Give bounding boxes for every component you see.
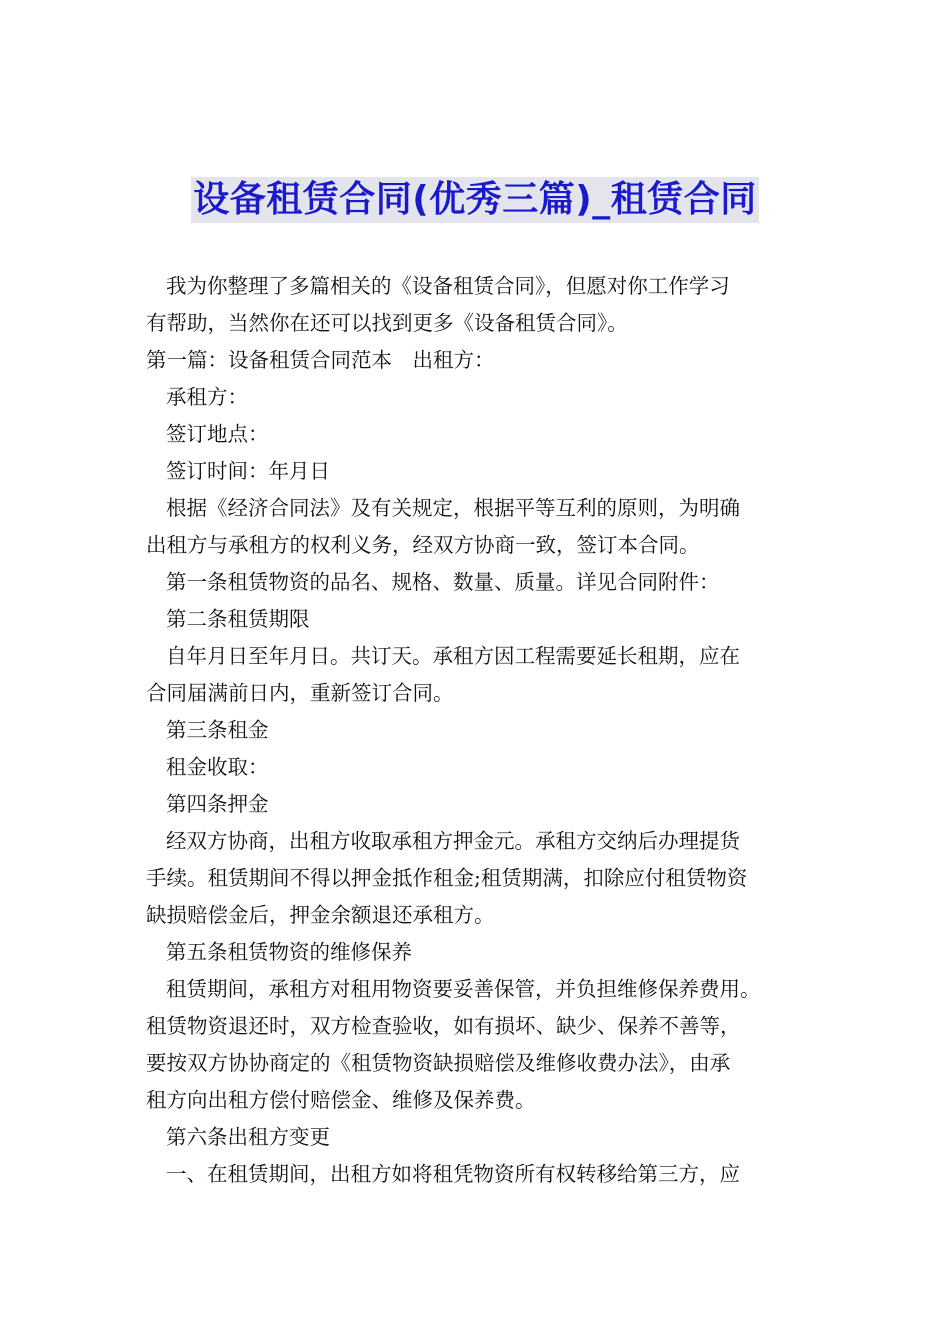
text-line: 有帮助，当然你在还可以找到更多《设备租赁合同》。 [146,311,628,335]
document-title: 设备租赁合同(优秀三篇)_租赁合同 [191,177,758,223]
text-line: 经双方协商，出租方收取承租方押金元。承租方交纳后办理提货 [166,829,740,853]
text-line: 缺损赔偿金后，押金余额退还承租方。 [146,903,495,927]
text-line: 第一篇：设备租赁合同范本 出租方： [146,348,495,372]
text-line: 签订地点： [166,422,269,446]
text-line: 租金收取： [166,755,269,779]
title-container [0,177,950,223]
text-line: 出租方与承租方的权利义务，经双方协商一致，签订本合同。 [146,533,700,557]
text-line: 租方向出租方偿付赔偿金、维修及保养费。 [146,1088,536,1112]
text-line: 要按双方协协商定的《租赁物资缺损赔偿及维修收费办法》，由承 [146,1051,731,1075]
text-line: 合同届满前日内，重新签订合同。 [146,681,454,705]
text-line: 自年月日至年月日。共订天。承租方因工程需要延长租期，应在 [166,644,740,668]
text-line: 我为你整理了多篇相关的《设备租赁合同》，但愿对你工作学习 [166,274,730,298]
text-line: 签订时间：年月日 [166,459,330,483]
text-line: 一、在租赁期间，出租方如将租凭物资所有权转移给第三方，应 [166,1162,740,1186]
text-line: 承租方： [166,385,248,409]
text-line: 手续。租赁期间不得以押金抵作租金;租赁期满，扣除应付租赁物资 [146,866,748,890]
text-line: 第四条押金 [166,792,269,816]
text-line: 第五条租赁物资的维修保养 [166,940,412,964]
document-body [146,268,811,1193]
text-line: 第二条租赁期限 [166,607,310,631]
text-line: 租赁期间，承租方对租用物资要妥善保管，并负担维修保养费用。 [166,977,761,1001]
text-line: 第六条出租方变更 [166,1125,330,1149]
text-line: 租赁物资退还时，双方检查验收，如有损坏、缺少、保养不善等， [146,1014,741,1038]
text-line: 第三条租金 [166,718,269,742]
text-line: 第一条租赁物资的品名、规格、数量、质量。详见合同附件： [166,570,720,594]
text-line: 根据《经济合同法》及有关规定，根据平等互利的原则，为明确 [166,496,740,520]
